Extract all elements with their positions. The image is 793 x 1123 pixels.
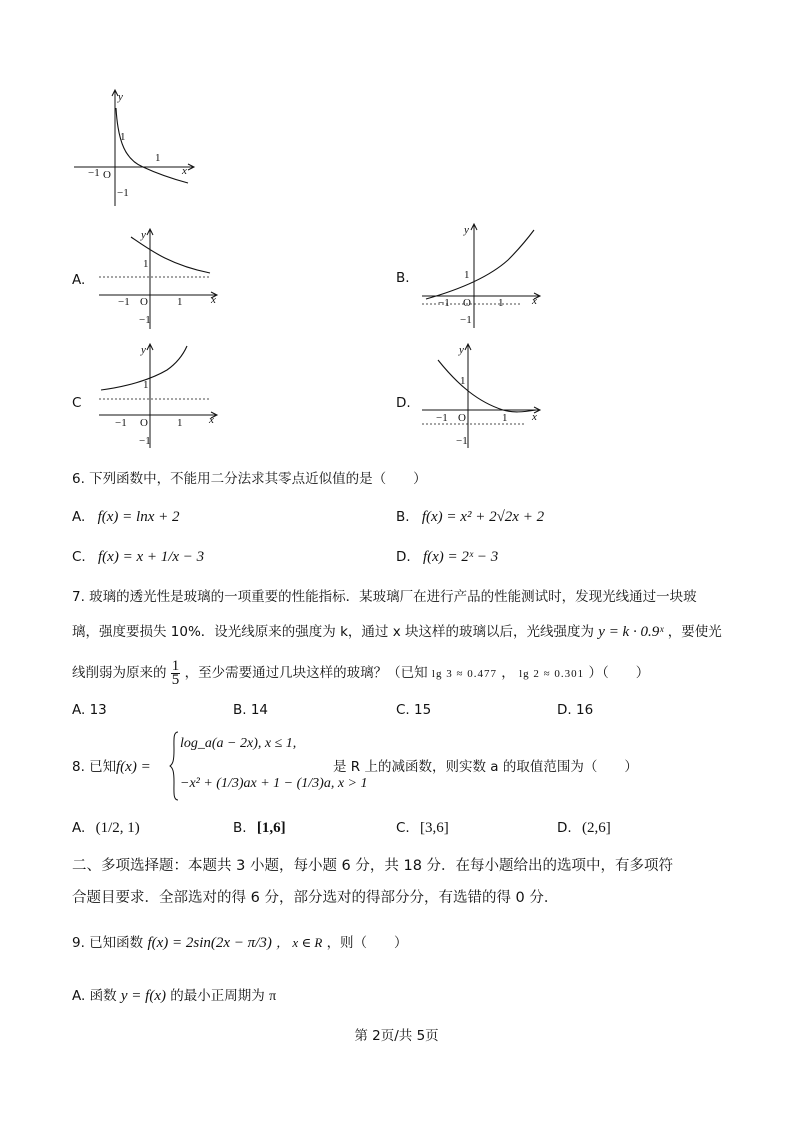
svg-text:−1: −1 xyxy=(118,296,130,308)
q8-brace-icon xyxy=(168,730,180,802)
svg-text:1: 1 xyxy=(143,258,149,270)
q8-brace xyxy=(168,730,180,806)
svg-text:O: O xyxy=(103,169,111,181)
svg-text:y: y xyxy=(118,91,123,103)
svg-text:1: 1 xyxy=(464,269,470,281)
q5-option-c-label[interactable]: C xyxy=(72,395,82,411)
svg-text:O: O xyxy=(463,297,471,309)
q8-option-a[interactable] xyxy=(72,818,140,838)
q8-fx: f(x) = xyxy=(116,759,151,775)
q8-option-b-val: [1,6] xyxy=(256,820,286,836)
q8-case1: log_a(a − 2x), x ≤ 1, xyxy=(180,736,297,751)
q8-suffix: 是 R 上的减函数，则实数 a 的取值范围为（ ） xyxy=(333,759,638,775)
q5-option-a-graph xyxy=(95,225,225,333)
q8-option-c[interactable] xyxy=(396,818,449,838)
q6-option-b[interactable] xyxy=(396,507,544,527)
svg-text:x: x xyxy=(209,414,214,426)
svg-text:y: y xyxy=(141,344,146,356)
q5-option-b-graph xyxy=(418,220,548,332)
q6-option-a-label: A. xyxy=(72,509,86,525)
svg-text:y: y xyxy=(141,229,146,241)
svg-text:y: y xyxy=(464,224,469,236)
q7-lg2: lg 2 ≈ 0.301 xyxy=(519,668,585,680)
svg-text:1: 1 xyxy=(177,417,183,429)
svg-text:y: y xyxy=(459,344,464,356)
q9-option-a-pi: π xyxy=(269,989,277,1004)
q6-option-c-expr: f(x) = x + 1/x − 3 xyxy=(98,549,205,565)
svg-text:−1: −1 xyxy=(139,435,151,447)
svg-text:O: O xyxy=(140,296,148,308)
svg-text:1: 1 xyxy=(502,412,508,424)
q6-option-a[interactable] xyxy=(72,507,179,527)
q9-stem xyxy=(72,933,408,953)
svg-text:O: O xyxy=(140,417,148,429)
svg-text:x: x xyxy=(182,165,187,177)
q9-option-a-suffix: 的最小正周期为 xyxy=(170,988,265,1004)
section2-header-line1: 二、多项选择题：本题共 3 小题，每小题 6 分，共 18 分．在每小题给出的选项中，有多项符 xyxy=(72,858,674,874)
q6-stem: 6. 下列函数中，不能用二分法求其零点近似值的是（ ） xyxy=(72,471,427,487)
svg-text:x: x xyxy=(532,295,537,307)
q7-option-d[interactable]: D. 16 xyxy=(557,702,594,718)
q8-option-c-val: [3,6] xyxy=(420,820,449,836)
q7-line2-end: ，要使光 xyxy=(667,624,722,640)
q7-option-b[interactable]: B. 14 xyxy=(233,702,269,718)
page-footer: 第 2页/共 5页 xyxy=(354,1028,439,1044)
q9-domain: ， x ∈ R xyxy=(276,935,323,950)
q7-option-a[interactable]: A. 13 xyxy=(72,702,107,718)
q8-option-d-val: (2,6] xyxy=(581,820,611,836)
q5-option-b-label[interactable]: B. xyxy=(396,270,410,286)
q7-line2-text: 璃，强度要损失 10%．设光线原来的强度为 k，通过 x 块这样的玻璃以后，光线强度为 xyxy=(72,624,594,640)
section2-header-line2: 合题目要求．全部选对的得 6 分，部分选对的得部分分，有选错的得 0 分． xyxy=(72,890,559,906)
q7-line1: 7. 玻璃的透光性是玻璃的一项重要的性能指标．某玻璃厂在进行产品的性能测试时，发现光线通过一块玻 xyxy=(72,589,697,605)
q7-fraction xyxy=(171,660,181,687)
q7-line2 xyxy=(72,622,722,642)
q7-line3-text: 线削弱为原来的 xyxy=(72,665,167,681)
q9-formula: f(x) = 2sin(2x − π/3) xyxy=(147,935,272,951)
q6-option-d[interactable] xyxy=(396,547,498,567)
svg-text:x: x xyxy=(532,411,537,423)
svg-text:1: 1 xyxy=(143,379,149,391)
q7-intensity-formula: y = k · 0.9ˣ xyxy=(598,624,664,640)
q8-option-b[interactable] xyxy=(233,818,286,838)
svg-text:1: 1 xyxy=(498,297,504,309)
q7-lg3: lg 3 ≈ 0.477 xyxy=(431,668,497,680)
q8-option-c-label: C. xyxy=(396,820,410,836)
q5-option-d-label[interactable]: D. xyxy=(396,395,411,411)
q7-line3-end: ）（ ） xyxy=(588,665,650,681)
svg-text:−1: −1 xyxy=(88,167,100,179)
q9-option-a-formula: y = f(x) xyxy=(120,988,166,1004)
q8-option-b-label: B. xyxy=(233,820,247,836)
q7-line3-question: ，至少需要通过几块这样的玻璃？（已知 xyxy=(184,665,428,681)
q6-option-a-expr: f(x) = lnx + 2 xyxy=(97,509,180,525)
q6-option-c[interactable] xyxy=(72,547,204,567)
q6-option-b-expr: f(x) = x² + 2√2x + 2 xyxy=(421,509,545,525)
svg-text:−1: −1 xyxy=(456,435,468,447)
svg-text:1: 1 xyxy=(177,296,183,308)
question-figure-graph xyxy=(68,88,240,210)
q7-option-c[interactable]: C. 15 xyxy=(396,702,432,718)
svg-text:1: 1 xyxy=(155,152,161,164)
q6-option-c-label: C. xyxy=(72,549,86,565)
svg-text:1: 1 xyxy=(460,375,466,387)
q9-option-a[interactable] xyxy=(72,986,276,1007)
svg-text:−1: −1 xyxy=(460,314,472,326)
svg-text:−1: −1 xyxy=(438,297,450,309)
q5-option-c-graph xyxy=(95,340,225,452)
q8-prefix: 8. 已知 xyxy=(72,759,117,775)
q8-option-a-label: A. xyxy=(72,820,86,836)
q6-option-d-label: D. xyxy=(396,549,411,565)
svg-text:−1: −1 xyxy=(436,412,448,424)
svg-text:−1: −1 xyxy=(139,314,151,326)
q7-sep: ， xyxy=(501,665,515,681)
q7-line3 xyxy=(72,656,649,690)
q7-fraction-num: 1 xyxy=(171,658,180,674)
q8-option-a-val: (1/2, 1) xyxy=(95,820,140,836)
q6-option-d-expr: f(x) = 2ˣ − 3 xyxy=(422,549,499,565)
q9-prefix: 9. 已知函数 xyxy=(72,935,144,951)
q5-option-d-graph xyxy=(418,340,548,452)
svg-text:−1: −1 xyxy=(117,187,129,199)
q8-option-d[interactable] xyxy=(557,818,611,838)
q6-option-b-label: B. xyxy=(396,509,410,525)
q5-option-a-label[interactable]: A. xyxy=(72,272,86,288)
q7-fraction-den: 5 xyxy=(171,672,180,688)
svg-text:−1: −1 xyxy=(115,417,127,429)
q9-option-a-prefix: A. 函数 xyxy=(72,988,117,1004)
q8-case2: −x² + (1/3)ax + 1 − (1/3)a, x > 1 xyxy=(180,776,368,791)
q9-suffix: ，则（ ） xyxy=(326,935,408,951)
svg-text:O: O xyxy=(458,412,466,424)
svg-text:1: 1 xyxy=(120,131,126,143)
svg-text:x: x xyxy=(211,294,216,306)
q8-option-d-label: D. xyxy=(557,820,572,836)
